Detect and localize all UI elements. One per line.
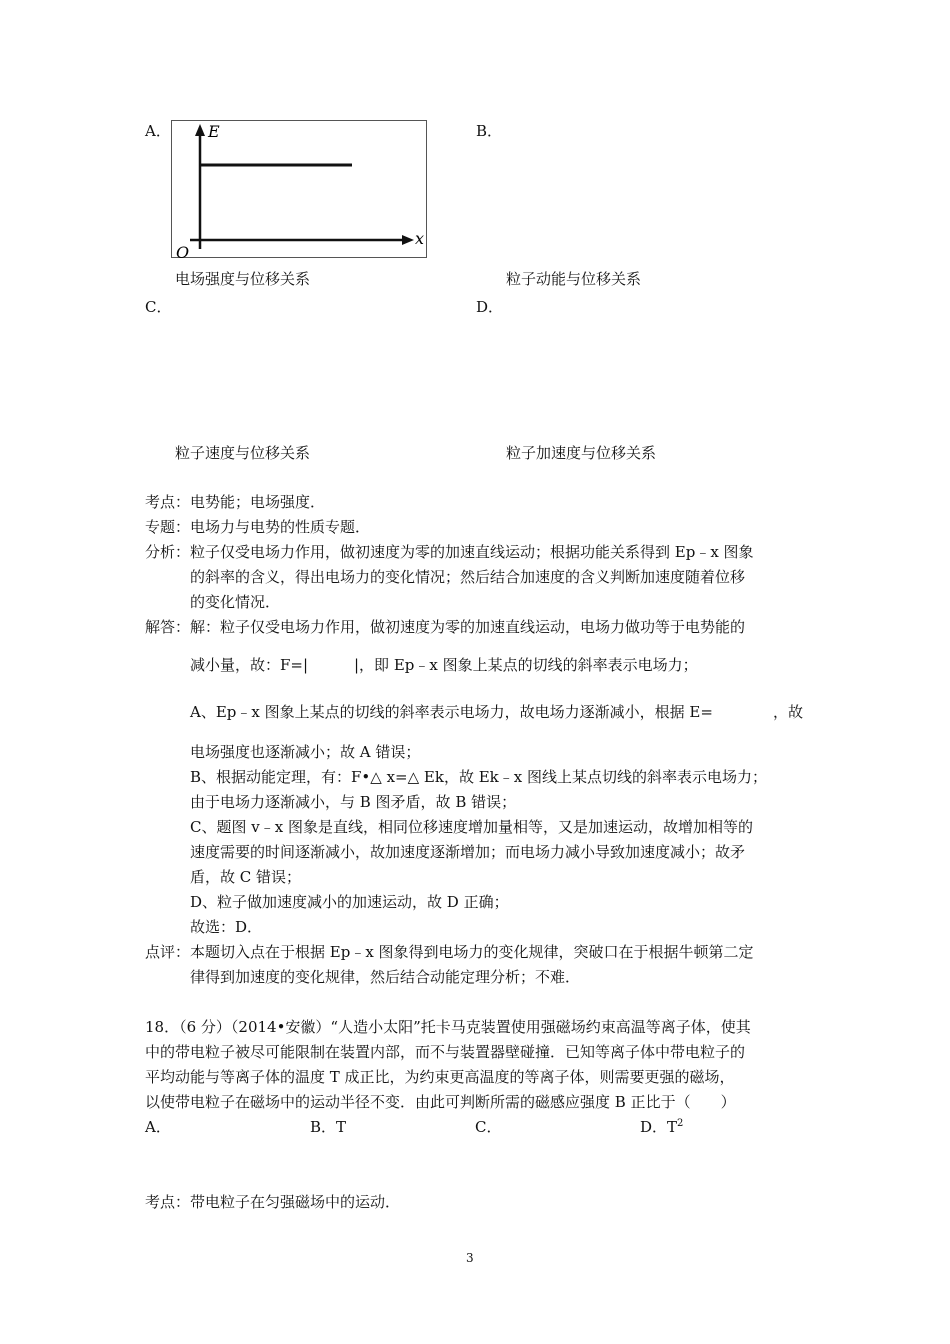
q17-kaodian: 考点：电势能；电场强度． xyxy=(145,493,326,511)
option-b-label: B． xyxy=(476,122,503,140)
q18-option-d-sup: 2 xyxy=(677,1118,684,1129)
graph-a-origin-label: O xyxy=(176,243,190,259)
q17-jieda-line-5: B、根据动能定理，有：F•△ x=△ Ek，故 Ek﹣x 图线上某点切线的斜率表示电场力； xyxy=(190,768,767,786)
option-d-label: D． xyxy=(476,298,504,316)
graph-a-field-strength xyxy=(171,120,427,258)
q18-option-a: A． xyxy=(145,1118,171,1136)
caption-d: 粒子加速度与位移关系 xyxy=(506,444,657,462)
q17-jieda-line-9: 盾，故 C 错误； xyxy=(190,868,302,886)
q17-jieda-line-2b: |，即 Ep﹣x 图象上某点的切线的斜率表示电场力； xyxy=(354,656,698,674)
option-a-label: A． xyxy=(145,122,171,140)
graph-a-x-label: x xyxy=(415,229,425,248)
q17-jieda-line-3a: A、Ep﹣x 图象上某点的切线的斜率表示电场力，故电场力逐渐减小，根据 E= xyxy=(190,703,713,721)
q17-jieda-line-4: 电场强度也逐渐减小；故 A 错误； xyxy=(190,743,421,761)
q17-fenxi-line-3: 的变化情况． xyxy=(190,593,281,611)
q17-jieda-line-10: D、粒子做加速度减小的加速运动，故 D 正确； xyxy=(190,893,509,911)
q18-option-d xyxy=(640,1117,683,1137)
q18-option-d-text: D．T xyxy=(640,1118,678,1136)
caption-a: 电场强度与位移关系 xyxy=(175,270,311,288)
caption-c: 粒子速度与位移关系 xyxy=(175,444,311,462)
q17-jieda-line-2a: 减小量，故：F=| xyxy=(190,656,309,674)
q18-kaodian: 考点：带电粒子在匀强磁场中的运动． xyxy=(145,1193,401,1211)
q17-dianping-line-1: 点评：本题切入点在于根据 Ep﹣x 图象得到电场力的变化规律，突破口在于根据牛顿第二定 xyxy=(145,943,754,961)
q18-stem-line-4: 以使带电粒子在磁场中的运动半径不变．由此可判断所需的磁感应强度 B 正比于（ ） xyxy=(145,1093,736,1111)
q18-stem-line-3: 平均动能与等离子体的温度 T 成正比，为约束更高温度的等离子体，则需要更强的磁场， xyxy=(145,1068,735,1086)
q17-jieda-line-6: 由于电场力逐渐减小，与 B 图矛盾，故 B 错误； xyxy=(190,793,517,811)
q18-stem-line-1: 18．（6 分）（2014•安徽）“人造小太阳”托卡马克装置使用强磁场约束高温等离子体，使其 xyxy=(145,1018,751,1036)
q17-jieda-line-7: C、题图 v﹣x 图象是直线，相同位移速度增加量相等，又是加速运动，故增加相等的 xyxy=(190,818,753,836)
q18-option-c: C． xyxy=(475,1118,502,1136)
q17-jieda-line-3b: ，故 xyxy=(773,703,804,721)
q17-fenxi-line-1: 分析：粒子仅受电场力作用，做初速度为零的加速直线运动；根据功能关系得到 Ep﹣x 图象 xyxy=(145,543,754,561)
caption-b: 粒子动能与位移关系 xyxy=(506,270,642,288)
q17-jieda-line-11: 故选：D． xyxy=(190,918,263,936)
graph-a-svg xyxy=(172,121,428,259)
q17-fenxi-line-2: 的斜率的含义，得出电场力的变化情况；然后结合加速度的含义判断加速度随着位移 xyxy=(190,568,746,586)
page-number: 3 xyxy=(466,1251,474,1265)
q17-zhuanti: 专题：电场力与电势的性质专题． xyxy=(145,518,371,536)
q18-option-b: B．T xyxy=(310,1118,347,1136)
q17-jieda-line-8: 速度需要的时间逐渐减小，故加速度逐渐增加；而电场力减小导致加速度减小；故矛 xyxy=(190,843,746,861)
q17-dianping-line-2: 律得到加速度的变化规律，然后结合动能定理分析；不难． xyxy=(190,968,581,986)
option-c-label: C． xyxy=(145,298,172,316)
graph-a-x-arrow xyxy=(402,235,414,245)
q17-jieda-line-1: 解答：解：粒子仅受电场力作用，做初速度为零的加速直线运动，电场力做功等于电势能的 xyxy=(145,618,746,636)
graph-a-y-label: E xyxy=(208,122,220,141)
q18-stem-line-2: 中的带电粒子被尽可能限制在装置内部，而不与装置器壁碰撞．已知等离子体中带电粒子的 xyxy=(145,1043,746,1061)
graph-a-y-arrow xyxy=(195,124,205,136)
